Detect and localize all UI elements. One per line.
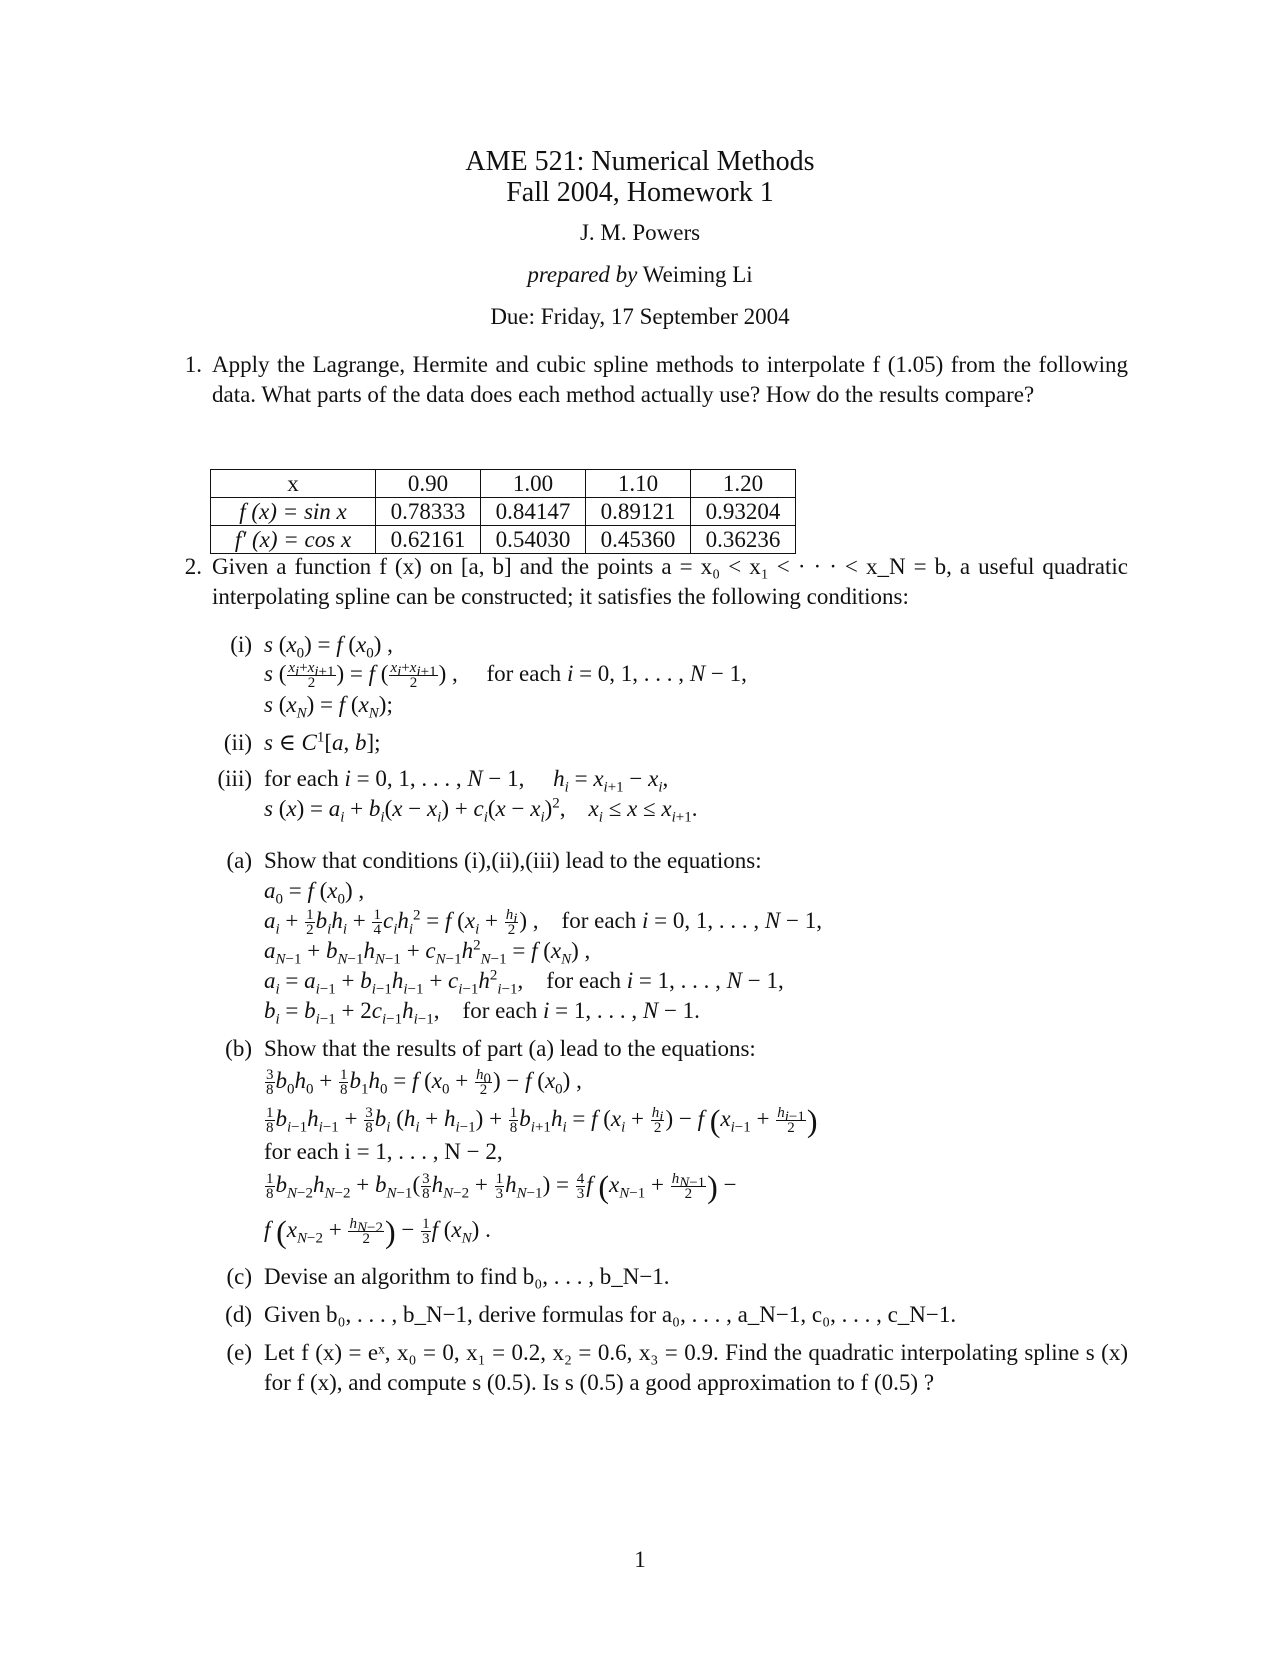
part-b-eq2: $\frac{1}{8}$ $b_{i-1}h_{i-1}$ + $\frac{3}{8}$ $b_i$ $(h_i + h_{i-1})$ + $\frac{1}{8}$ $b_{i+1}h_i = f$ ($x_i$ + $\frac{h_i}{2}$ ) − f ($x_{i-1}$ + $\frac{h_{i-1}}{2}$ ) — [266, 1102, 818, 1139]
table-cell: 0.45360 — [586, 526, 691, 554]
page-number: 1 — [634, 1547, 646, 1572]
condition-i-label: (i) — [230, 632, 252, 657]
table-cell: 0.90 — [376, 470, 481, 498]
part-b-label: (b) — [225, 1036, 252, 1061]
homework-title: Fall 2004, Homework 1 — [506, 177, 774, 208]
due-date: Due: Friday, 17 September 2004 — [490, 304, 790, 329]
table-cell: 0.54030 — [481, 526, 586, 554]
table-row — [211, 498, 796, 526]
part-b-eq4: f ($x_{N-2}$ + $\frac{h_{N-2}}{2}$ ) − $\frac{1}{3}$ f $(x_N)$ . — [264, 1213, 491, 1250]
condition-i-eq2: s ( $\frac{x_i+x_{i+1}}{2}$ ) = f ( $\frac{x_i+x_{i+1}}{2}$ ) , for each i = 0, 1, . . . , N − 1, — [264, 660, 747, 692]
part-e-label: (e) — [226, 1340, 252, 1365]
table-cell: 0.62161 — [376, 526, 481, 554]
condition-iii-label: (iii) — [217, 766, 252, 791]
problem-1-text: Apply the Lagrange, Hermite and cubic spline methods to interpolate f (1.05) from the following data. What parts of the data does each method actually use? How do the results compare? — [212, 352, 1128, 407]
part-a-eq5: $b_i = b_{i-1} + 2c_{i-1}h_{i-1}$, for each i = 1, . . . , N − 1. — [264, 998, 700, 1028]
part-c-label: (c) — [226, 1264, 252, 1289]
course-title: AME 521: Numerical Methods — [465, 146, 815, 177]
data-table — [210, 469, 796, 554]
table-row-label: f (x) = sin x — [211, 498, 376, 526]
table-row — [211, 526, 796, 554]
condition-i-eq1: s $(x_0) = f$ $(x_0)$ , — [264, 632, 393, 662]
problem-2-text: Given a function f (x) on [a, b] and the points a = x₀ < x₁ < · · · < x_N = b, a useful quadratic interpolating spline can be constructed; it satisfies the following conditions: — [212, 554, 1128, 609]
table-cell: 0.36236 — [691, 526, 796, 554]
prepared-by-label: prepared by — [527, 262, 638, 287]
part-a-eq3: $a_{N-1} + b_{N-1}h_{N-1} + c_{N-1}h^2_{N-1} = f$ $(x_N)$ , — [264, 937, 591, 968]
table-cell: 1.10 — [586, 470, 691, 498]
condition-ii-label: (ii) — [223, 730, 252, 755]
table-cell: 0.89121 — [586, 498, 691, 526]
part-a-eq4: $a_i = a_{i-1} + b_{i-1}h_{i-1} + c_{i-1}h^2_{i-1}$, for each i = 1, . . . , N − 1, — [264, 967, 784, 998]
table-row — [211, 470, 796, 498]
part-b-text: Show that the results of part (a) lead to the equations: — [264, 1036, 756, 1061]
part-b-eq1: $\frac{3}{8}$ $b_0h_0$ + $\frac{1}{8}$ $b_1h_0 = f$ ($x_0$ + $\frac{h_0}{2}$ ) − f $(x_0)$ , — [266, 1067, 582, 1099]
prepared-by — [0, 260, 1280, 290]
part-e-text: Let f (x) = eˣ, x₀ = 0, x₁ = 0.2, x₂ = 0.6, x₃ = 0.9. Find the quadratic interpolating spline s (x) for f (x), and compute s (0.5). Is s (0.5) a good approximation to f (0.5) ? — [264, 1340, 1128, 1395]
part-b-for-each: for each i = 1, . . . , N − 2, — [264, 1139, 503, 1164]
condition-i-eq3: s $(x_N) = f$ $(x_N)$; — [264, 692, 393, 722]
part-a-text: Show that conditions (i),(ii),(iii) lead to the equations: — [264, 848, 762, 873]
prepared-by-name: Weiming Li — [642, 262, 753, 287]
condition-iii-eq1: for each i = 0, 1, . . . , N − 1, $h_i = x_{i+1} - x_i$, — [264, 766, 669, 796]
table-cell: 1.00 — [481, 470, 586, 498]
part-a-label: (a) — [226, 848, 252, 873]
part-a-eq2: $a_i$ + $\frac{1}{2}$ $b_ih_i$ + $\frac{1}{4}$ $c_ih_i^2 = f$ ($x_i$ + $\frac{h_i}{2}$ ) , for each i = 0, 1, . . . , N − 1, — [264, 907, 822, 939]
table-row-label: f′ (x) = cos x — [211, 526, 376, 554]
table-cell: 1.20 — [691, 470, 796, 498]
problem-2-number: 2. — [184, 554, 202, 579]
problem-1-number: 1. — [184, 352, 202, 377]
part-a-eq1: $a_0 = f$ $(x_0)$ , — [264, 878, 365, 908]
author: J. M. Powers — [579, 220, 701, 245]
part-d-text: Given b₀, . . . , b_N−1, derive formulas for a₀, . . . , a_N−1, c₀, . . . , c_N−1. — [264, 1302, 957, 1327]
table-cell: 0.84147 — [481, 498, 586, 526]
part-b-eq3: $\frac{1}{8}$ $b_{N-2}h_{N-2} + b_{N-1}$( $\frac{3}{8}$ $h_{N-2}$ + $\frac{1}{3}$ $h_{N-1}$) = $\frac{4}{3}$ f ($x_{N-1}$ + $\frac{h_{N-1}}{2}$ ) − — [266, 1168, 737, 1205]
part-d-label: (d) — [225, 1302, 252, 1327]
condition-iii-eq2: s $(x) = a_i + b_i(x - x_i) + c_i(x - x_i)^2$, $x_i \le x \le x_{i+1}$. — [264, 795, 698, 826]
part-c-text: Devise an algorithm to find b₀, . . . , b_N−1. — [264, 1264, 670, 1289]
table-cell: 0.78333 — [376, 498, 481, 526]
table-row-label: x — [211, 470, 376, 498]
condition-ii-eq: s ∈ $C^1[a$, b]; — [264, 729, 381, 755]
table-cell: 0.93204 — [691, 498, 796, 526]
title-block — [0, 146, 1280, 332]
